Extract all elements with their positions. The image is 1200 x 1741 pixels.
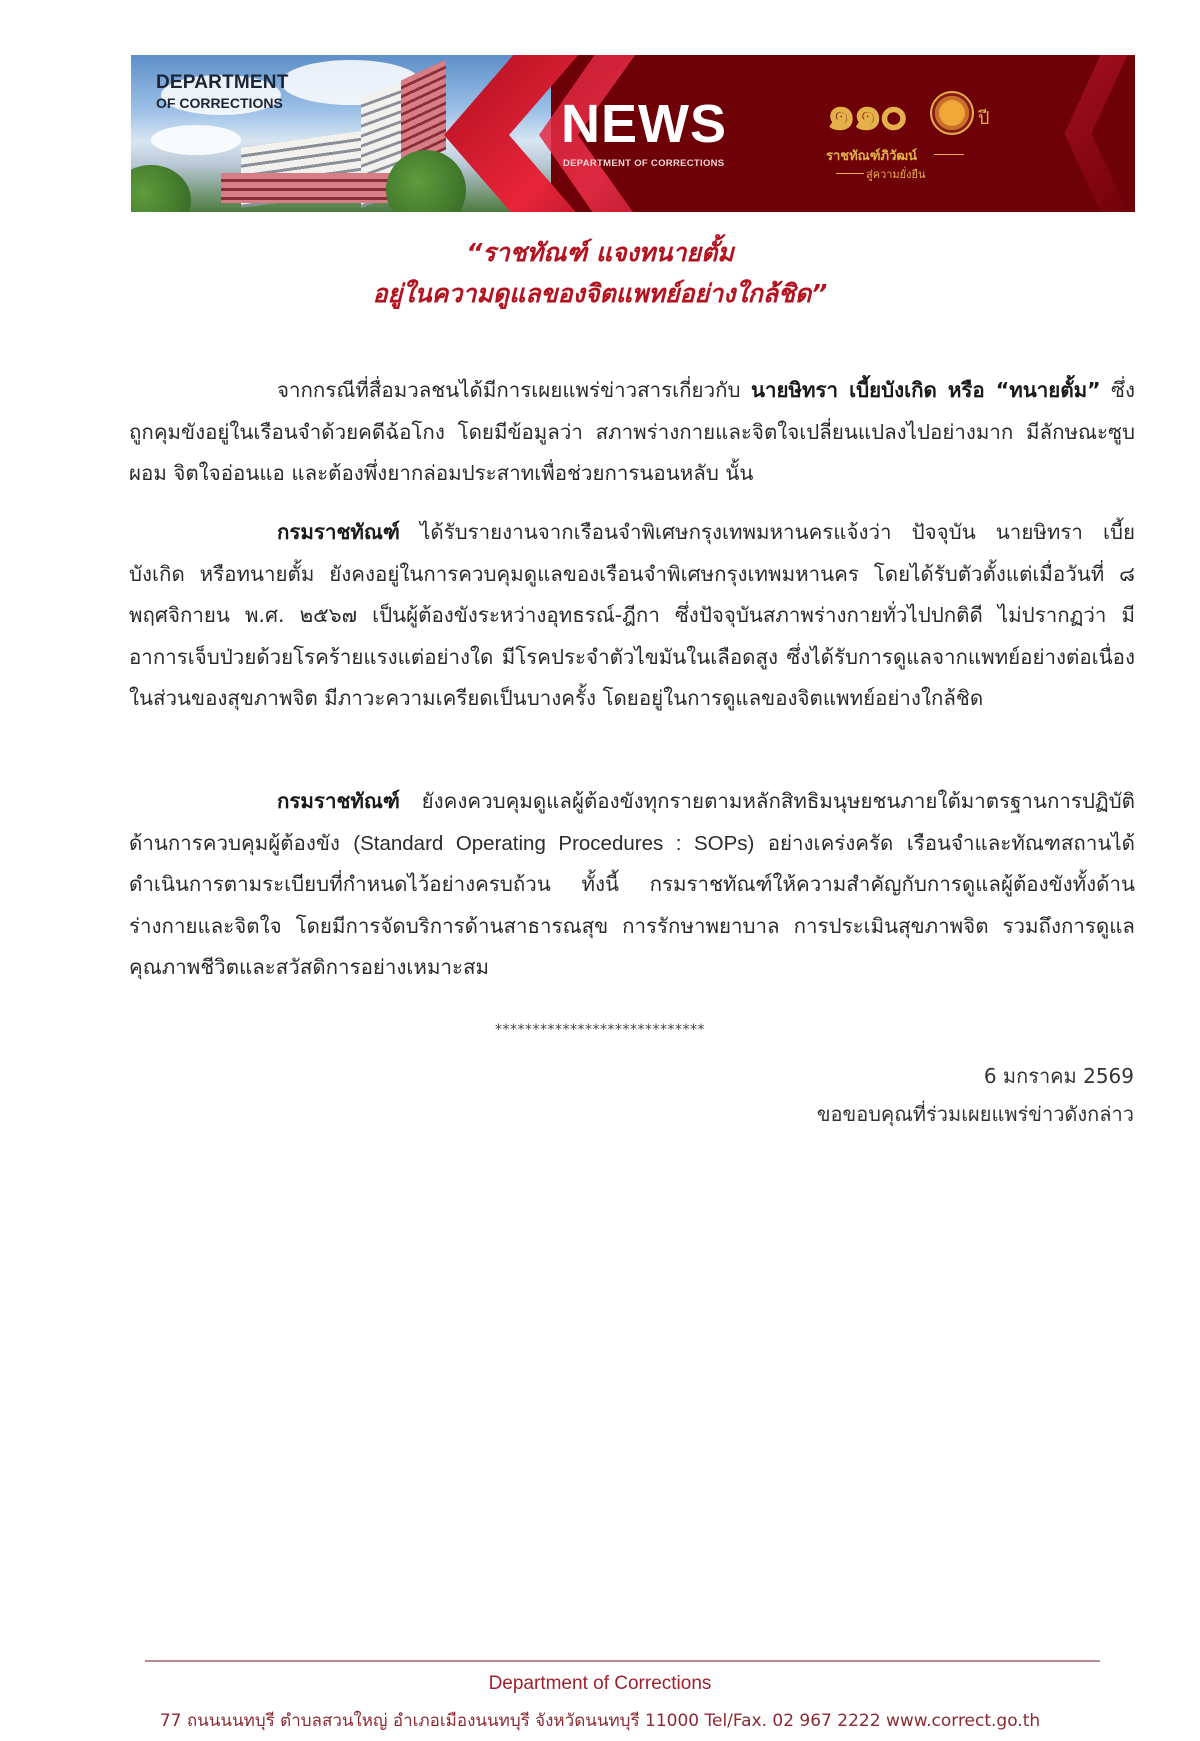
org-name-bold: กรมราชทัณฑ์ — [277, 789, 400, 813]
paragraph-text: ได้รับรายงานจากเรือนจำพิเศษกรุงเทพมหานครแจ้งว่า ปัจจุบัน นายษิทรา เบี้ยบังเกิด หรือทนายตั้ม ยังคงอยู่ในการควบคุมดูแลของเรือนจำพิเศษกรุงเทพมหานคร โดยได้รับตัวตั้งแต่เมื่อวันที่ ๘ พฤศจิกายน พ.ศ. ๒๕๖๗ เป็นผู้ต้องขังระหว่างอุทธรณ์-ฎีกา ซึ่งปัจจุบันสภาพร่างกายทั่วไปปกติดี ไม่ปรากฏว่า มีอาการเจ็บป่วยด้วยโรคร้ายแรงแต่อย่างใด มีโรคประจำตัวไขมันในเลือดสูง ซึ่งได้รับการดูแลจากแพทย์อย่างต่อเนื่อง ในส่วนของสุขภาพจิต มีภาวะความเครียดเป็นบางครั้ง โดยอยู่ในการดูแลของจิตแพทย์อย่างใกล้ชิด — [129, 520, 1135, 710]
paragraph-text: อย่างเคร่งครัด เรือนจำและทัณฑสถานได้ดำเนินการตามระเบียบที่กำหนดไว้อย่างครบถ้วน ทั้งนี้ กรมราชทัณฑ์ให้ความสำคัญกับการดูแลผู้ต้องขังทั้งด้านร่างกายและจิตใจ โดยมีการจัดบริการด้านสาธารณสุข การรักษาพยาบาล การประเมินสุขภาพจิต รวมถึงการดูแลคุณภาพชีวิตและสวัสดิการอย่างเหมาะสม — [129, 830, 1135, 979]
press-release-headline — [0, 232, 1200, 314]
org-name-bold: กรมราชทัณฑ์ — [277, 520, 400, 544]
subject-name: นายษิทรา เบี้ยบังเกิด หรือ “ทนายตั้ม” — [750, 378, 1101, 402]
paragraph-3 — [129, 781, 1135, 989]
footer-divider — [145, 1660, 1100, 1662]
headline-line-1: “ราชทัณฑ์ แจงทนายตั้ม — [466, 238, 734, 267]
section-separator: **************************** — [495, 1022, 705, 1038]
anniversary-slogan-1: ราชทัณฑ์ภิวัฒน์ — [826, 149, 918, 164]
footer-org-name: Department of Corrections — [488, 1673, 712, 1694]
news-title: NEWS — [561, 94, 727, 154]
footer-address: 77 ถนนนนทบุรี ตำบลสวนใหญ่ อำเภอเมืองนนทบุรี จังหวัดนนทบุรี 11000 Tel/Fax. 02 967 2222 www.correct.go.th — [159, 1711, 1041, 1731]
paragraph-1 — [129, 370, 1135, 505]
chevron-decoration — [1051, 55, 1135, 212]
cloud-shape — [151, 125, 241, 155]
ornament-line — [836, 173, 864, 174]
department-seal-icon — [930, 91, 974, 135]
headline-line-2: อยู่ในความดูแลของจิตแพทย์อย่างใกล้ชิด” — [372, 279, 828, 308]
ornament-line — [934, 154, 964, 155]
anniversary-logo — [826, 83, 996, 193]
tree-shape — [131, 165, 191, 212]
sop-english-term: (Standard Operating Procedures : SOPs) — [353, 831, 755, 855]
paragraph-text: ยังคงควบคุมดูแลผู้ต้องขังทุกรายตามหลักสิทธิมนุษยชนภายใต้มาตรฐานการปฏิบัติด้านการควบคุมผู้ต้องขัง — [129, 789, 1135, 855]
anniversary-digits: ๑๑๐ — [826, 85, 905, 141]
news-banner — [131, 55, 1135, 212]
release-date: 6 มกราคม 2569 — [983, 1064, 1134, 1088]
department-logo-text — [156, 73, 289, 110]
closing-thanks: ขอขอบคุณที่ร่วมเผยแพร่ข่าวดังกล่าว — [816, 1102, 1134, 1126]
paragraph-text: จากกรณีที่สื่อมวลชนได้มีการเผยแพร่ข่าวสารเกี่ยวกับ — [277, 378, 751, 402]
corrections-label: OF CORRECTIONS — [156, 95, 283, 111]
anniversary-slogan-2: สู่ความยั่งยืน — [866, 168, 926, 181]
news-subtitle: DEPARTMENT OF CORRECTIONS — [563, 158, 725, 169]
paragraph-2 — [129, 512, 1135, 720]
department-label: DEPARTMENT — [156, 72, 289, 93]
paragraph-text: ซึ่งถูกคุมขังอยู่ในเรือนจำด้วยคดีฉ้อโกง โดยมีข้อมูลว่า สภาพร่างกายและจิตใจเปลี่ยนแปลงไปอย่างมาก มีลักษณะซูบผอม จิตใจอ่อนแอ และต้องพึ่งยากล่อมประสาทเพื่อช่วยการนอนหลับ นั้น — [129, 378, 1135, 485]
anniversary-year-suffix: ปี — [978, 108, 990, 129]
